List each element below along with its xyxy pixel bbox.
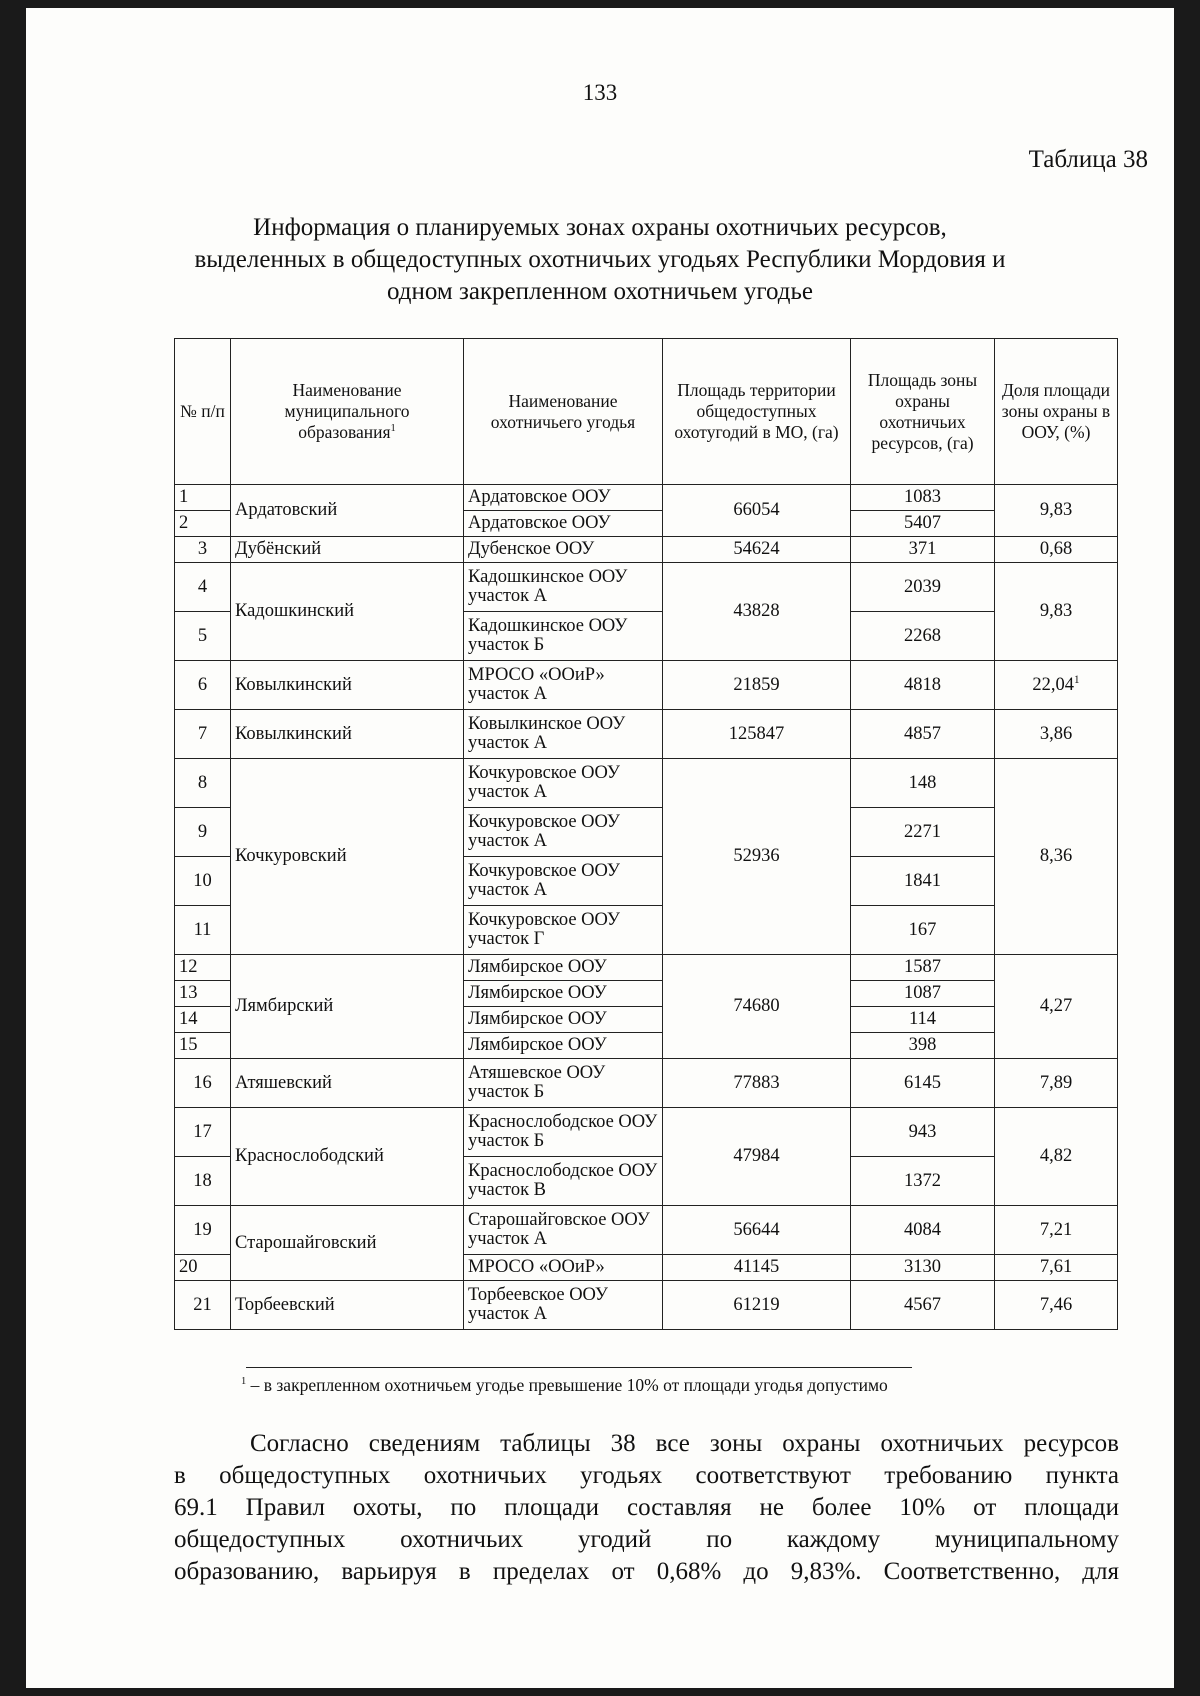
cell-share: 3,86 <box>995 710 1118 759</box>
table-row <box>175 1281 1118 1330</box>
cell-num: 13 <box>175 981 231 1007</box>
cell-municipality: Краснослободский <box>231 1108 464 1206</box>
cell-ground: Кадошкинское ООУ участок Б <box>464 612 663 661</box>
table-label: Таблица 38 <box>1028 146 1148 173</box>
header-area: Площадь территории общедоступных охотугодий в МО, (га) <box>663 339 851 485</box>
cell-area: 52936 <box>663 759 851 955</box>
cell-num: 16 <box>175 1059 231 1108</box>
table-row <box>175 759 1118 808</box>
cell-num: 15 <box>175 1033 231 1059</box>
cell-area: 66054 <box>663 485 851 537</box>
cell-zone: 1841 <box>851 857 995 906</box>
cell-num: 17 <box>175 1108 231 1157</box>
cell-zone: 4857 <box>851 710 995 759</box>
cell-ground: Старошайговское ООУ участок А <box>464 1206 663 1255</box>
cell-ground: МРОСО «ООиР» участок А <box>464 661 663 710</box>
cell-ground: Кадошкинское ООУ участок А <box>464 563 663 612</box>
cell-municipality: Дубёнский <box>231 537 464 563</box>
cell-num: 4 <box>175 563 231 612</box>
cell-num: 19 <box>175 1206 231 1255</box>
cell-share <box>995 661 1118 710</box>
cell-municipality: Кочкуровский <box>231 759 464 955</box>
cell-ground: Ковылкинское ООУ участок А <box>464 710 663 759</box>
cell-share: 8,36 <box>995 759 1118 955</box>
cell-municipality: Ковылкинский <box>231 661 464 710</box>
cell-zone: 167 <box>851 906 995 955</box>
cell-zone: 4818 <box>851 661 995 710</box>
cell-area: 47984 <box>663 1108 851 1206</box>
cell-num: 21 <box>175 1281 231 1330</box>
share-value: 22,04 <box>1032 674 1075 695</box>
cell-ground: Кочкуровское ООУ участок Г <box>464 906 663 955</box>
cell-area: 43828 <box>663 563 851 661</box>
header-footnote-marker: 1 <box>390 423 396 435</box>
cell-share: 9,83 <box>995 563 1118 661</box>
table-row <box>175 955 1118 981</box>
cell-num: 2 <box>175 511 231 537</box>
table-row <box>175 485 1118 511</box>
cell-ground: Краснослободское ООУ участок Б <box>464 1108 663 1157</box>
cell-ground: Торбеевское ООУ участок А <box>464 1281 663 1330</box>
document-page <box>26 8 1174 1688</box>
cell-municipality: Кадошкинский <box>231 563 464 661</box>
cell-num: 20 <box>175 1255 231 1281</box>
cell-area: 77883 <box>663 1059 851 1108</box>
table-row <box>175 710 1118 759</box>
cell-area: 41145 <box>663 1255 851 1281</box>
cell-ground: Кочкуровское ООУ участок А <box>464 759 663 808</box>
cell-share: 4,27 <box>995 955 1118 1059</box>
cell-zone: 148 <box>851 759 995 808</box>
cell-area: 54624 <box>663 537 851 563</box>
footnote-divider <box>246 1367 912 1368</box>
table-row <box>175 1206 1118 1255</box>
paragraph-line: образованию, варьируя в пределах от 0,68% до 9,83%. Соответственно, для <box>174 1558 1119 1585</box>
cell-share: 7,89 <box>995 1059 1118 1108</box>
cell-num: 11 <box>175 906 231 955</box>
table-row <box>175 661 1118 710</box>
paragraph-line: Согласно сведениям таблицы 38 все зоны охраны охотничьих ресурсов <box>250 1430 1119 1457</box>
cell-zone: 1087 <box>851 981 995 1007</box>
cell-ground: Дубенское ООУ <box>464 537 663 563</box>
body-paragraph <box>174 1428 1119 1588</box>
cell-zone: 6145 <box>851 1059 995 1108</box>
cell-area: 56644 <box>663 1206 851 1255</box>
cell-share: 7,46 <box>995 1281 1118 1330</box>
table-heading <box>146 212 1054 308</box>
table-header-row <box>175 339 1118 485</box>
cell-municipality: Атяшевский <box>231 1059 464 1108</box>
cell-share: 7,21 <box>995 1206 1118 1255</box>
cell-zone: 4567 <box>851 1281 995 1330</box>
cell-ground: Ардатовское ООУ <box>464 485 663 511</box>
cell-ground: МРОСО «ООиР» <box>464 1255 663 1281</box>
cell-num: 14 <box>175 1007 231 1033</box>
header-municipality-text: Наименование муниципального образования <box>284 380 410 442</box>
cell-zone: 371 <box>851 537 995 563</box>
cell-municipality: Лямбирский <box>231 955 464 1059</box>
cell-area: 21859 <box>663 661 851 710</box>
cell-zone: 1083 <box>851 485 995 511</box>
paragraph-line: 69.1 Правил охоты, по площади составляя не более 10% от площади <box>174 1494 1119 1521</box>
cell-municipality: Торбеевский <box>231 1281 464 1330</box>
cell-num: 12 <box>175 955 231 981</box>
header-num: № п/п <box>175 339 231 485</box>
header-ground: Наименование охотничьего угодья <box>464 339 663 485</box>
cell-ground: Ардатовское ООУ <box>464 511 663 537</box>
cell-num: 10 <box>175 857 231 906</box>
cell-share: 4,82 <box>995 1108 1118 1206</box>
table-row <box>175 1108 1118 1157</box>
cell-area: 61219 <box>663 1281 851 1330</box>
table-row <box>175 563 1118 612</box>
cell-share: 9,83 <box>995 485 1118 537</box>
cell-zone: 1372 <box>851 1157 995 1206</box>
cell-num: 18 <box>175 1157 231 1206</box>
cell-ground: Атяшевское ООУ участок Б <box>464 1059 663 1108</box>
table-row <box>175 1059 1118 1108</box>
cell-zone: 114 <box>851 1007 995 1033</box>
table-row <box>175 537 1118 563</box>
cell-num: 3 <box>175 537 231 563</box>
cell-zone: 2271 <box>851 808 995 857</box>
cell-num: 1 <box>175 485 231 511</box>
heading-line: одном закрепленном охотничьем угодье <box>386 278 814 305</box>
paragraph-line: в общедоступных охотничьих угодьях соответствуют требованию пункта <box>174 1462 1119 1489</box>
cell-ground: Лямбирское ООУ <box>464 1033 663 1059</box>
cell-municipality: Старошайговский <box>231 1206 464 1281</box>
footnote-marker: 1 <box>241 1376 247 1388</box>
cell-area: 74680 <box>663 955 851 1059</box>
heading-line: Информация о планируемых зонах охраны охотничьих ресурсов, <box>253 214 947 241</box>
cell-num: 7 <box>175 710 231 759</box>
cell-zone: 3130 <box>851 1255 995 1281</box>
header-municipality <box>231 339 464 485</box>
footnote-text: – в закрепленном охотничьем угодье превышение 10% от площади угодья допустимо <box>246 1375 888 1395</box>
share-footnote-marker: 1 <box>1074 673 1080 686</box>
cell-zone: 2268 <box>851 612 995 661</box>
heading-line: выделенных в общедоступных охотничьих угодьях Республики Мордовия и <box>194 246 1006 273</box>
cell-zone: 1587 <box>851 955 995 981</box>
cell-zone: 5407 <box>851 511 995 537</box>
cell-municipality: Ардатовский <box>231 485 464 537</box>
cell-ground: Лямбирское ООУ <box>464 981 663 1007</box>
cell-zone: 4084 <box>851 1206 995 1255</box>
cell-zone: 2039 <box>851 563 995 612</box>
cell-zone: 943 <box>851 1108 995 1157</box>
cell-share: 0,68 <box>995 537 1118 563</box>
cell-ground: Кочкуровское ООУ участок А <box>464 857 663 906</box>
cell-num: 6 <box>175 661 231 710</box>
cell-num: 5 <box>175 612 231 661</box>
cell-share: 7,61 <box>995 1255 1118 1281</box>
cell-ground: Краснослободское ООУ участок В <box>464 1157 663 1206</box>
cell-num: 9 <box>175 808 231 857</box>
header-share: Доля площади зоны охраны в ООУ, (%) <box>995 339 1118 485</box>
cell-ground: Лямбирское ООУ <box>464 955 663 981</box>
cell-ground: Лямбирское ООУ <box>464 1007 663 1033</box>
cell-ground: Кочкуровское ООУ участок А <box>464 808 663 857</box>
cell-municipality: Ковылкинский <box>231 710 464 759</box>
cell-zone: 398 <box>851 1033 995 1059</box>
page-number: 133 <box>582 80 618 105</box>
footnote <box>241 1375 888 1396</box>
paragraph-line: общедоступных охотничьих угодий по каждому муниципальному <box>174 1526 1119 1553</box>
cell-area: 125847 <box>663 710 851 759</box>
cell-num: 8 <box>175 759 231 808</box>
hunting-zones-table <box>174 338 1118 1330</box>
header-zone-area: Площадь зоны охраны охотничьих ресурсов, (га) <box>851 339 995 485</box>
